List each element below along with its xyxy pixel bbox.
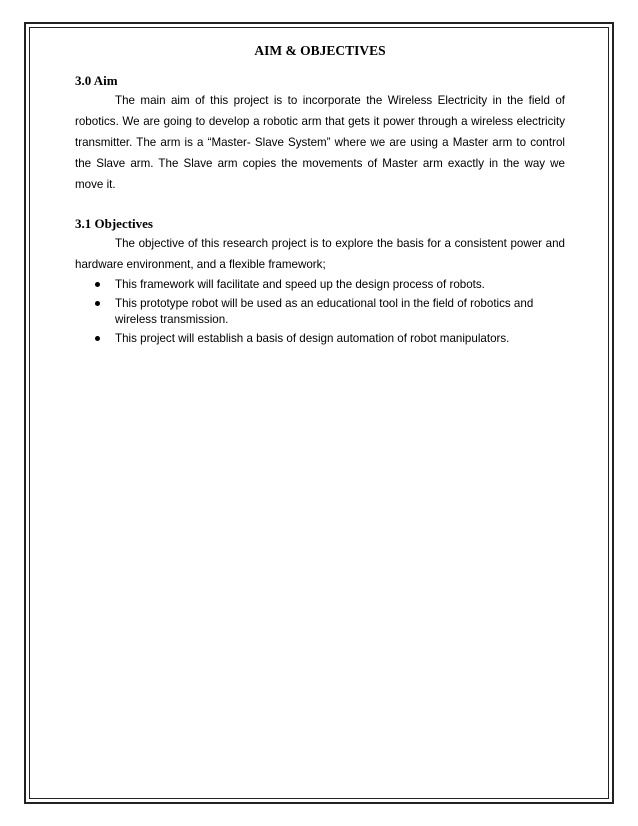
list-item <box>75 331 565 347</box>
objectives-bullet-list <box>75 277 565 347</box>
bullet-text: This prototype robot will be used as an educational tool in the field of robotics and wireless transmission. <box>115 297 534 326</box>
objectives-paragraph: The objective of this research project is to explore the basis for a consistent power and hardware environment, and a flexible framework; <box>75 237 565 271</box>
section-heading-aim: 3.0 Aim <box>75 73 118 88</box>
page-content <box>75 42 565 350</box>
page-title: AIM & OBJECTIVES <box>254 43 386 58</box>
list-item <box>75 277 565 293</box>
bullet-text: This project will establish a basis of design automation of robot manipulators. <box>115 332 510 345</box>
bullet-icon <box>95 282 100 287</box>
bullet-icon <box>95 301 100 306</box>
list-item <box>75 296 565 328</box>
section-heading-objectives: 3.1 Objectives <box>75 216 153 231</box>
aim-paragraph: The main aim of this project is to incorporate the Wireless Electricity in the field of robotics. We are going to develop a robotic arm that gets it power through a wireless electricity transmitter. The arm is a “Master- Slave System” where we are using a Master arm to control the Slave arm. The Slave arm copies the movements of Master arm exactly in the way we move it. <box>75 94 565 191</box>
bullet-icon <box>95 336 100 341</box>
bullet-text: This framework will facilitate and speed up the design process of robots. <box>115 278 485 291</box>
